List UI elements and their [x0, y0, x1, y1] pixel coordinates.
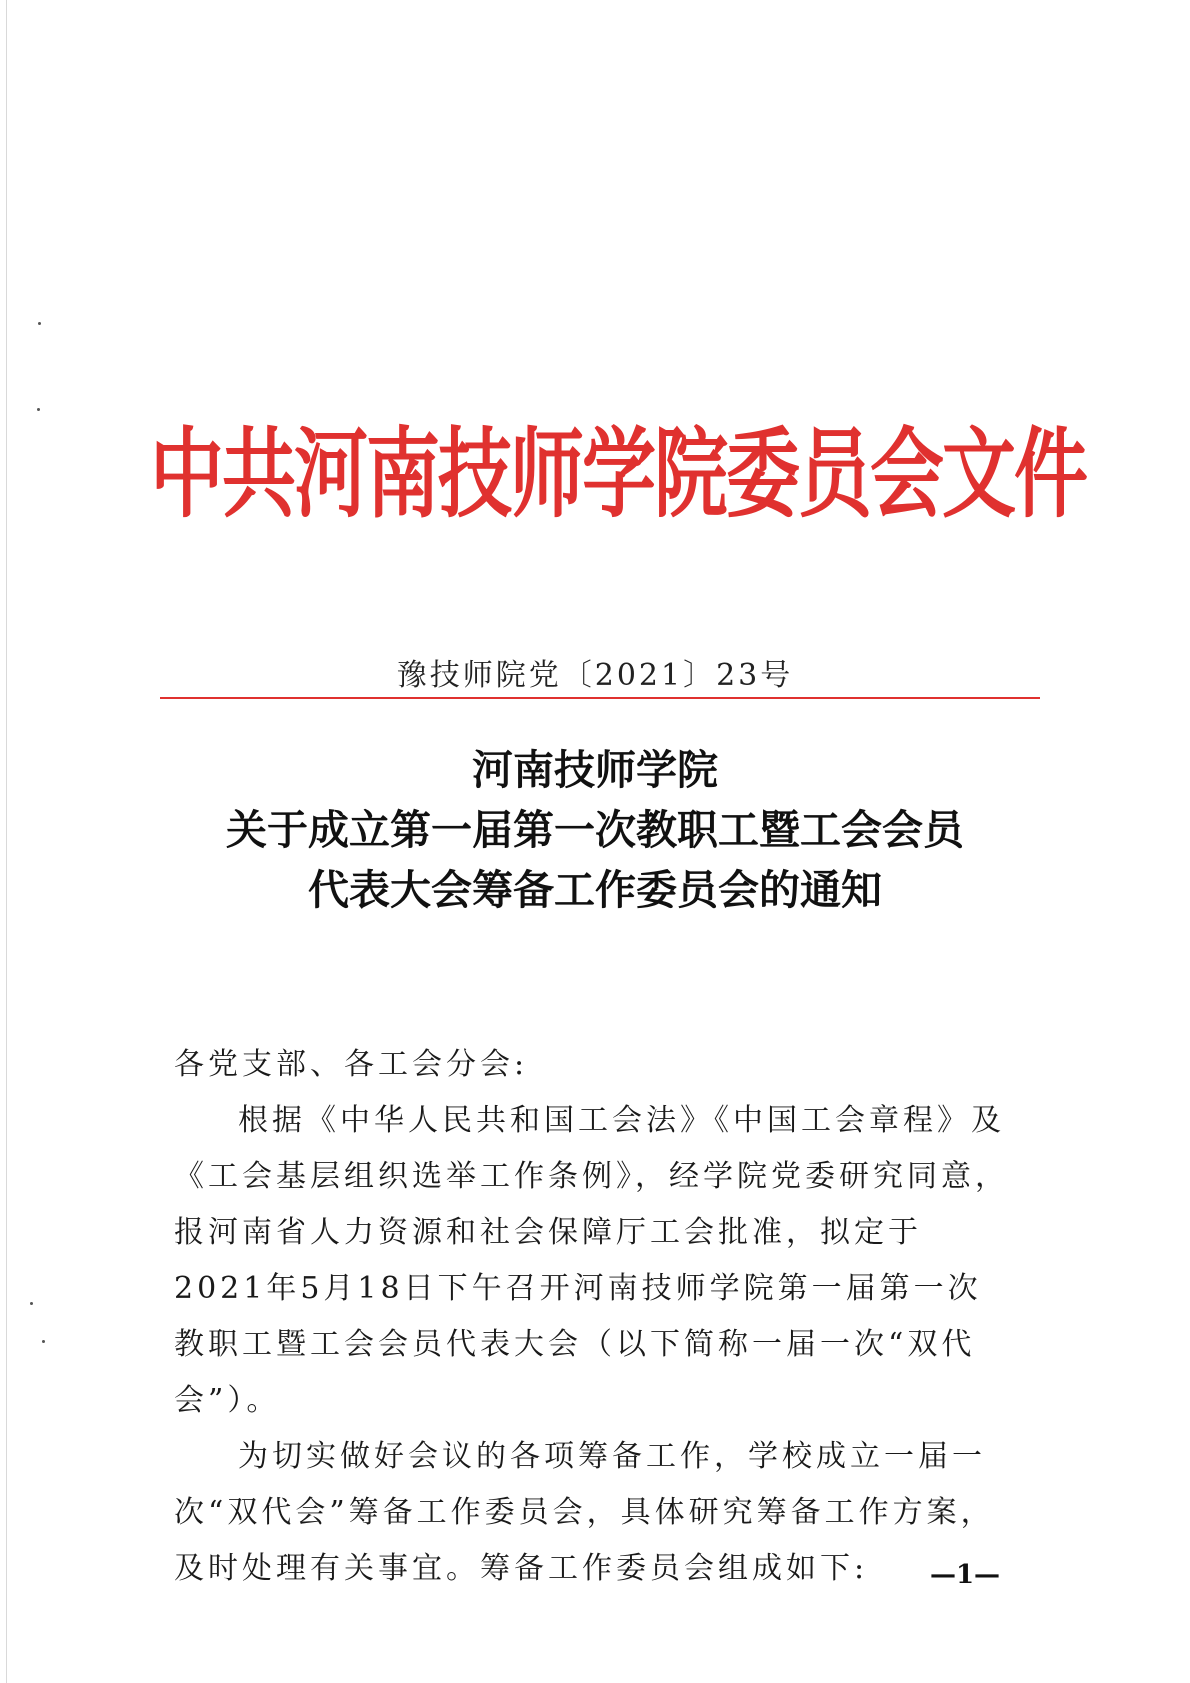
page-number: —1—	[929, 1560, 1001, 1590]
notice-title	[150, 740, 1040, 920]
notice-body	[174, 1037, 1014, 1597]
notice-title-line-2: 关于成立第一届第一次教职工暨工会会员	[226, 806, 964, 854]
addressee: 各党支部、各工会分会:	[174, 1047, 529, 1082]
red-divider-line	[160, 697, 1040, 699]
notice-title-line-1: 河南技师学院	[472, 746, 718, 794]
scan-mark	[30, 1302, 33, 1305]
body-paragraph-1: 根据《中华人民共和国工会法》《中国工会章程》及《工会基层组织选举工作条例》，经学院党委研究同意，报河南省人力资源和社会保障厅工会批准，拟定于2021年5月18日下午召开河南技师学院第一届第一次教职工暨工会会员代表大会（以下简称一届一次“双代会”）。	[174, 1103, 1009, 1418]
page-edge	[6, 0, 7, 1683]
scan-mark	[42, 1340, 45, 1343]
document-number: 豫技师院党〔2021〕23号	[396, 658, 794, 693]
notice-title-line-3: 代表大会筹备工作委员会的通知	[308, 866, 882, 914]
document-header-title: 中共河南技师学院委员会文件	[150, 418, 1086, 532]
body-paragraph-2: 为切实做好会议的各项筹备工作，学校成立一届一次“双代会”筹备工作委员会，具体研究筹备工作方案，及时处理有关事宜。筹备工作委员会组成如下:	[174, 1439, 995, 1586]
scan-mark	[37, 408, 40, 411]
scan-mark	[38, 322, 41, 325]
